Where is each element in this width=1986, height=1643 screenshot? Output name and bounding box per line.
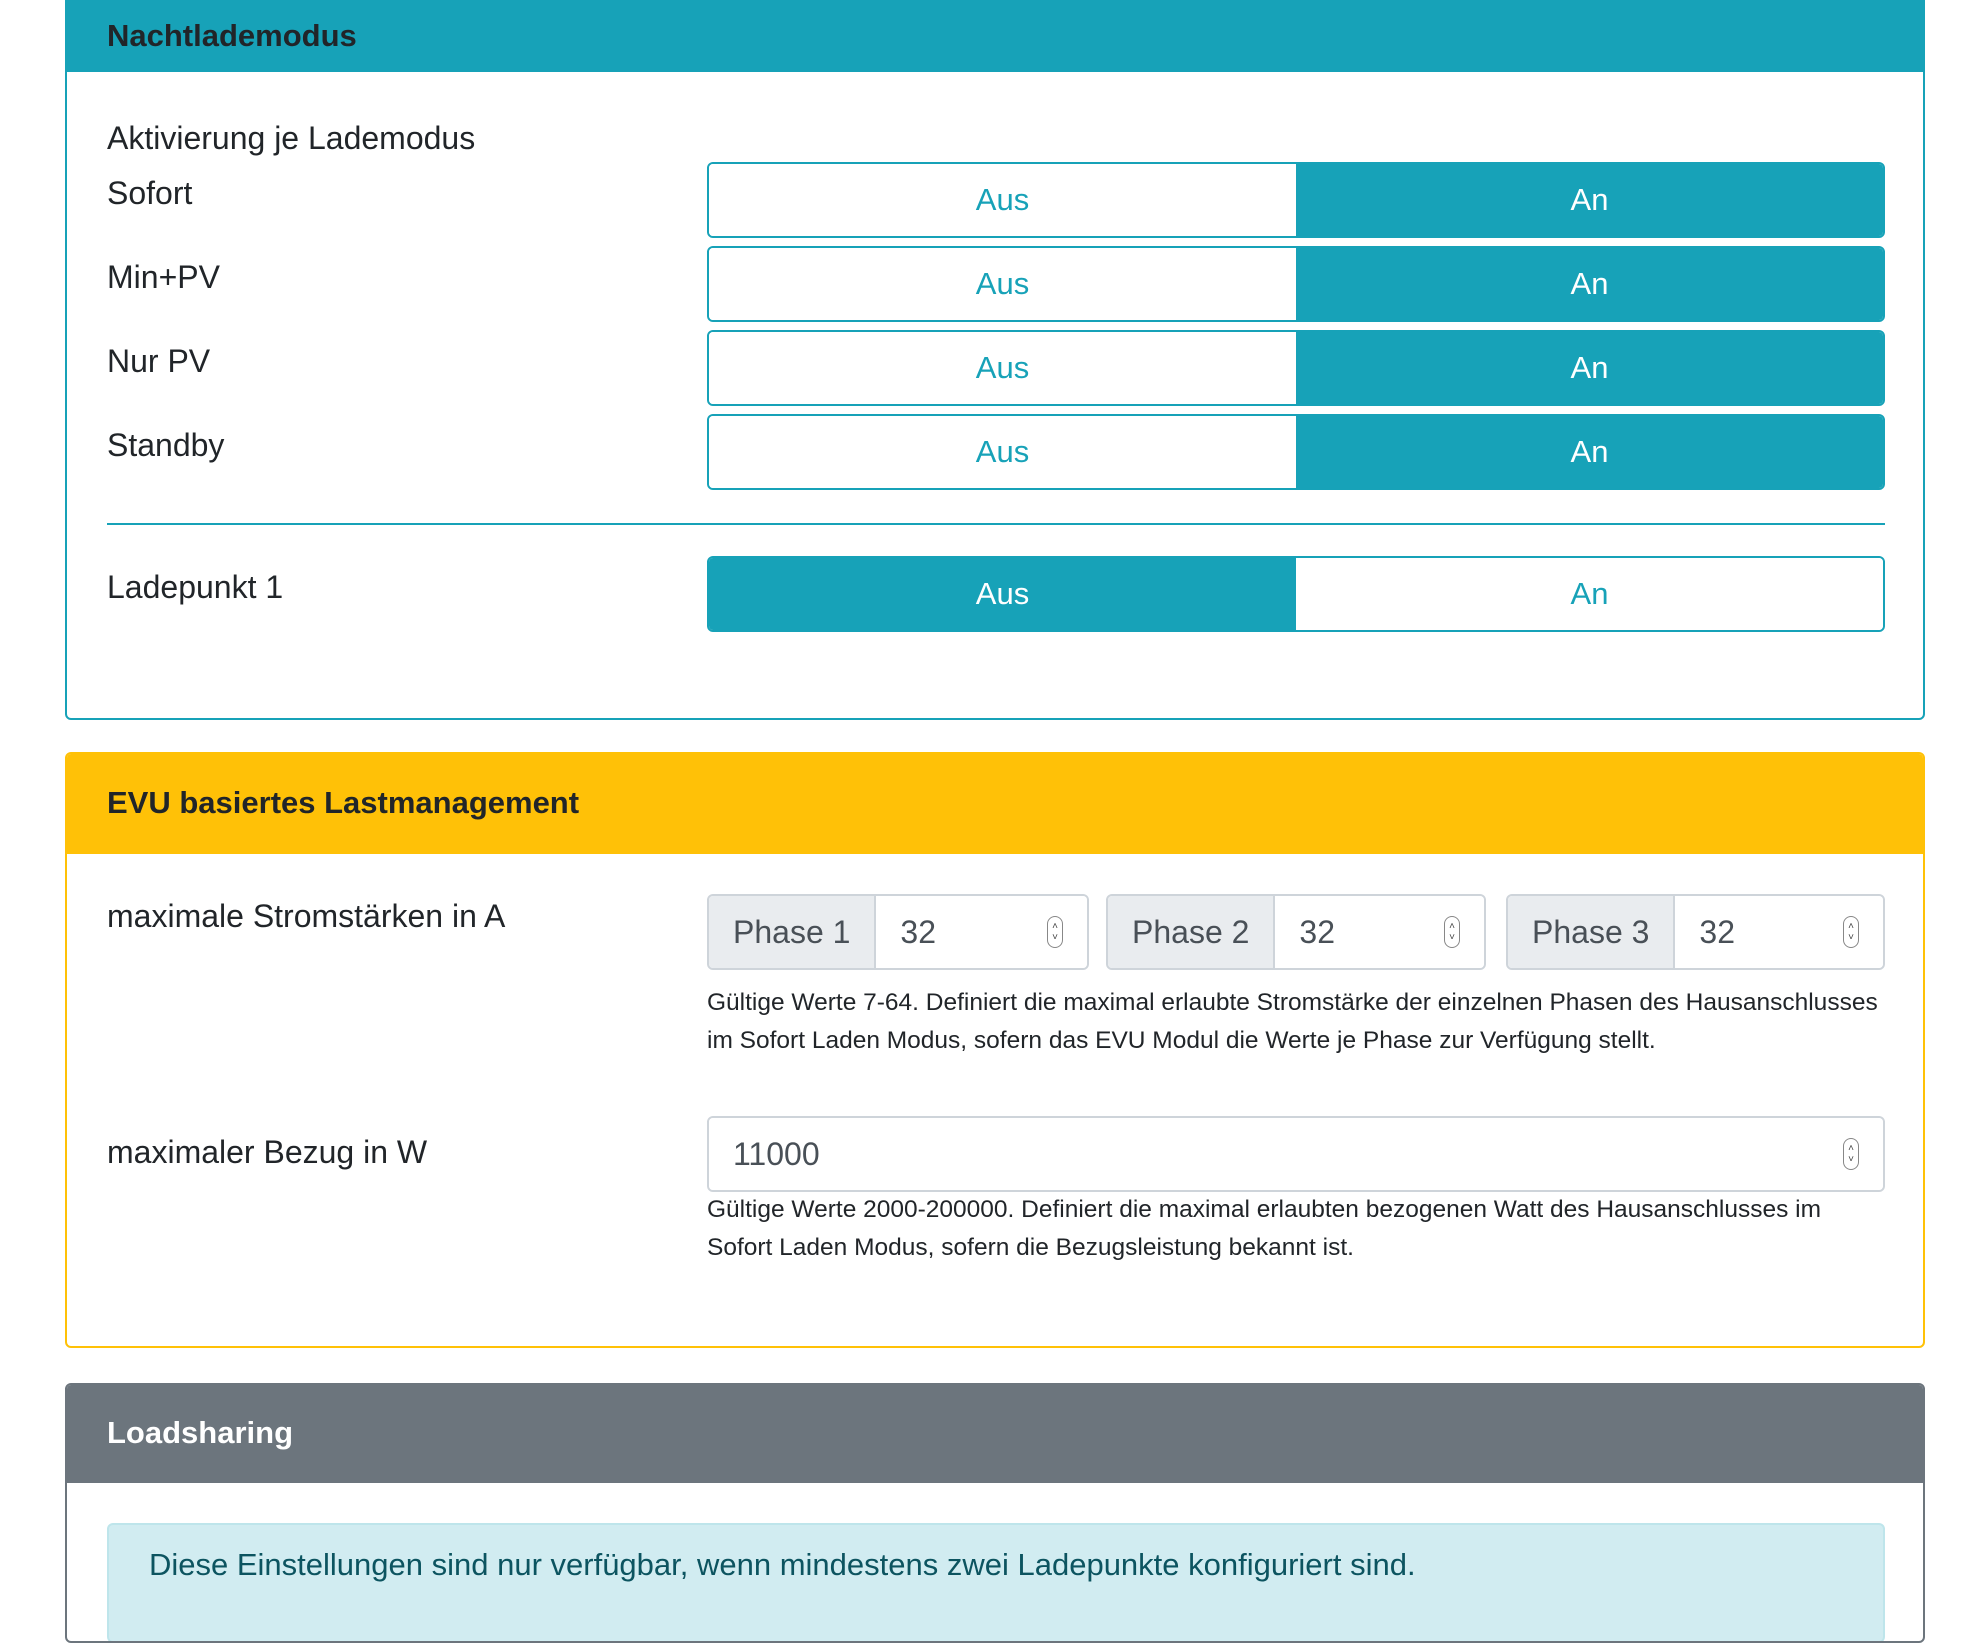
mode-toggle-sofort (707, 162, 1885, 238)
phase-3-value: 32 (1699, 913, 1736, 950)
sofort-off-button[interactable]: Aus (709, 164, 1296, 236)
minpv-off-button[interactable]: Aus (709, 248, 1296, 320)
phase-1-spinner-icon[interactable]: ˄ ˅ (1047, 916, 1063, 948)
mode-toggle-minpv (707, 246, 1885, 322)
standby-off-button[interactable]: Aus (709, 416, 1296, 488)
phase-1-label: Phase 1 (709, 896, 876, 968)
max-power-input-group (707, 1116, 1885, 1192)
night-charging-card (65, 0, 1925, 720)
max-power-help: Gültige Werte 2000-200000. Definiert die maximal erlaubten bezogenen Watt des Hausanschlusses im Sofort Laden Modus, sofern die Bezugsleistung bekannt ist. (707, 1196, 1821, 1261)
phase-1-input-group (707, 894, 1089, 970)
phase-3-label: Phase 3 (1508, 896, 1675, 968)
mode-label-nurpv: Nur PV (107, 343, 211, 379)
max-current-label: maximale Stromstärken in A (107, 898, 506, 934)
nurpv-off-button[interactable]: Aus (709, 332, 1296, 404)
max-power-label: maximaler Bezug in W (107, 1134, 428, 1170)
max-power-value: 11000 (733, 1135, 820, 1172)
mode-toggle-standby (707, 414, 1885, 490)
evu-load-management-card (65, 752, 1925, 1348)
sofort-on-button[interactable]: An (1296, 164, 1883, 236)
nurpv-on-button[interactable]: An (1296, 332, 1883, 404)
section-divider (107, 523, 1885, 525)
loadsharing-title: Loadsharing (67, 1385, 1923, 1483)
phase-1-input[interactable] (876, 896, 1087, 968)
phase-2-input[interactable] (1275, 896, 1484, 968)
phase-1-value: 32 (900, 913, 937, 950)
mode-label-sofort: Sofort (107, 175, 193, 211)
standby-on-button[interactable]: An (1296, 416, 1883, 488)
minpv-on-button[interactable]: An (1296, 248, 1883, 320)
phase-2-label: Phase 2 (1108, 896, 1275, 968)
evu-title: EVU basiertes Lastmanagement (67, 754, 1923, 854)
phase-3-spinner-icon[interactable]: ˄ ˅ (1843, 916, 1859, 948)
chargepoint-label: Ladepunkt 1 (107, 569, 284, 605)
chargepoint-off-button[interactable]: Aus (709, 558, 1296, 630)
mode-label-standby: Standby (107, 427, 225, 463)
chargepoint-on-button[interactable]: An (1296, 558, 1883, 630)
phase-2-input-group (1106, 894, 1486, 970)
loadsharing-card (65, 1383, 1925, 1643)
phase-2-spinner-icon[interactable]: ˄ ˅ (1444, 916, 1460, 948)
max-current-help: Gültige Werte 7-64. Definiert die maximal erlaubte Stromstärke der einzelnen Phasen des Hausanschlusses im Sofort Laden Modus, sofern das EVU Modul die Werte je Phase zur Verfügung stellt. (707, 989, 1878, 1054)
mode-label-minpv: Min+PV (107, 259, 220, 295)
mode-toggle-nurpv (707, 330, 1885, 406)
max-power-spinner-icon[interactable]: ˄ ˅ (1843, 1138, 1859, 1170)
loadsharing-info-alert: Diese Einstellungen sind nur verfügbar, wenn mindestens zwei Ladepunkte konfiguriert sind. (107, 1523, 1885, 1643)
activation-per-mode-label: Aktivierung je Lademodus (107, 120, 476, 156)
chargepoint-toggle (707, 556, 1885, 632)
phase-2-value: 32 (1299, 913, 1336, 950)
max-power-input[interactable] (709, 1118, 1883, 1190)
phase-3-input[interactable] (1675, 896, 1883, 968)
phase-3-input-group (1506, 894, 1885, 970)
night-charging-title: Nachtlademodus (67, 0, 1923, 72)
